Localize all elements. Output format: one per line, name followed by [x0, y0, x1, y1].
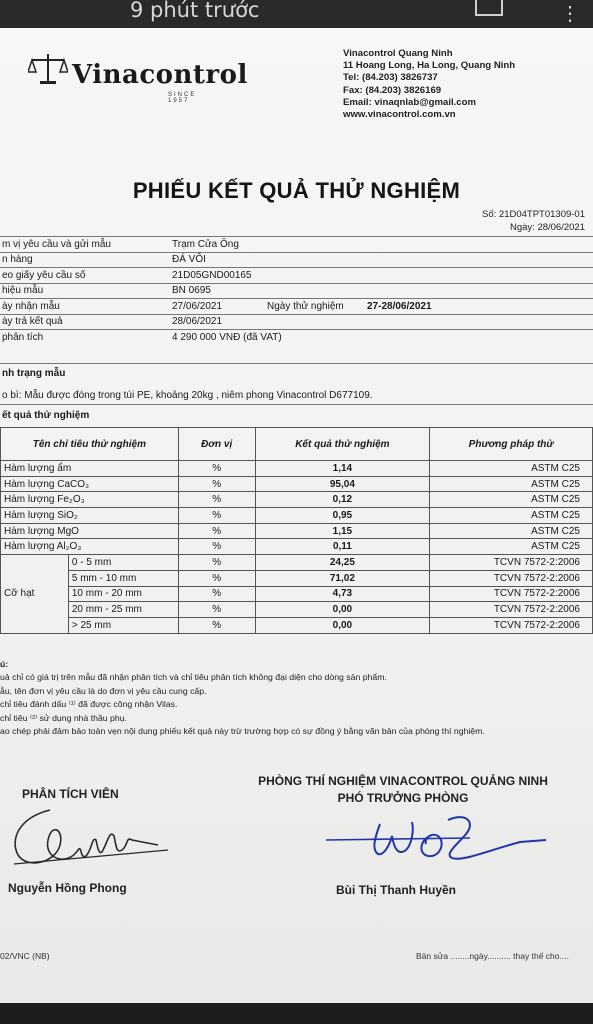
row-method: ASTM C25 — [430, 461, 593, 477]
doc-number-text: Số: 21D04TPT01309-01 — [482, 209, 585, 220]
row-name: Hàm lượng Fe₂O₃ — [1, 492, 179, 508]
table-row — [1, 539, 593, 555]
row-name: Hàm lượng MgO — [1, 523, 179, 539]
logo-since: SINCE 1957 — [168, 92, 197, 104]
info-value: 21D05GND00165 — [172, 268, 593, 284]
row-method: TCVN 7572-2:2006 — [430, 617, 593, 633]
row-unit: % — [178, 461, 255, 477]
row-unit: % — [178, 508, 255, 524]
note-line: ẫu, tên đơn vị yêu cầu là do đơn vị yêu cầu cung cấp. — [0, 685, 207, 696]
info-value: Trạm Cửa Ông — [172, 237, 593, 253]
sample-state-text: o bì: Mẫu được đóng trong túi PE, khoảng 20kg , niêm phong Vinacontrol D677109. — [2, 390, 373, 401]
row-unit: % — [178, 476, 255, 492]
row-unit: % — [178, 570, 255, 586]
row-result: 4,73 — [255, 586, 430, 602]
row-name: Hàm lượng Al₂O₃ — [1, 539, 179, 555]
row-method: TCVN 7572-2:2006 — [430, 586, 593, 602]
divider — [0, 404, 593, 405]
sample-info-table — [0, 236, 593, 345]
row-result: 0,00 — [255, 617, 430, 633]
note-line: chỉ tiêu đánh dấu ⁽¹⁾ đã được công nhận Vilas. — [0, 699, 178, 710]
download-icon[interactable] — [475, 0, 503, 16]
note-line: chỉ tiêu ⁽²⁾ sử dụng nhà thầu phụ. — [0, 712, 127, 723]
bottom-bar — [0, 1003, 593, 1024]
row-result: 0,11 — [255, 539, 430, 555]
row-method: ASTM C25 — [430, 492, 593, 508]
info-row — [0, 237, 593, 253]
row-method: ASTM C25 — [430, 476, 593, 492]
info-extra-value: 27-28/06/2021 — [367, 299, 593, 315]
lab-title — [243, 773, 563, 807]
form-code: 02/VNC (NB) — [0, 951, 50, 961]
row-result: 95,04 — [255, 476, 430, 492]
row-method: ASTM C25 — [430, 539, 593, 555]
deputy-head-signature — [320, 810, 550, 870]
row-name: Hàm lượng ẩm — [1, 461, 179, 477]
col-header-method: Phương pháp thử — [430, 428, 593, 461]
row-name: Hàm lượng CaCO₃ — [1, 476, 179, 492]
table-row — [1, 461, 593, 477]
info-label: eo giấy yêu cầu số — [0, 268, 172, 284]
results-table — [0, 427, 593, 634]
deputy-head-title: PHÓ TRƯỞNG PHÒNG — [337, 791, 469, 805]
notes-heading: ú: — [0, 659, 9, 669]
info-label: m vị yêu cầu và gửi mẫu — [0, 237, 172, 253]
info-label: ày nhận mẫu — [0, 299, 172, 315]
deputy-head-name: Bùi Thị Thanh Huyền — [336, 883, 456, 897]
table-row — [1, 586, 593, 602]
status-bar — [0, 0, 593, 30]
revision-note: Bản sửa ........ngày.......... thay thế cho.... — [416, 951, 569, 961]
logo-wordmark: Vinacontrol — [72, 60, 248, 90]
scales-icon — [28, 52, 68, 86]
table-row — [1, 508, 593, 524]
row-method: TCVN 7572-2:2006 — [430, 602, 593, 618]
info-row — [0, 268, 593, 284]
table-row — [1, 492, 593, 508]
address-line: Email: vinaqnlab@gmail.com — [343, 96, 477, 108]
info-value: ĐÁ VÔI — [172, 252, 593, 268]
analyst-title: PHÂN TÍCH VIÊN — [22, 787, 119, 801]
address-line: Fax: (84.203) 3826169 — [343, 84, 442, 96]
grain-range: > 25 mm — [68, 617, 178, 633]
info-value: BN 0695 — [172, 283, 593, 299]
row-result: 0,00 — [255, 602, 430, 618]
grain-size-label: Cỡ hạt — [1, 555, 69, 633]
info-label: phân tích — [0, 330, 172, 345]
note-line: ao chép phải đảm bảo toàn vẹn nội dung phiếu kết quả này trừ trường hợp có sự đồng ý bằng văn bản của phòng thí nghiệm. — [0, 726, 485, 737]
row-method: ASTM C25 — [430, 523, 593, 539]
info-row — [0, 252, 593, 268]
grain-range: 0 - 5 mm — [68, 555, 178, 571]
row-method: TCVN 7572-2:2006 — [430, 570, 593, 586]
info-label: ày trả kết quả — [0, 314, 172, 330]
info-label: n hàng — [0, 252, 172, 268]
address-line: www.vinacontrol.com.vn — [343, 109, 456, 121]
col-header-result: Kết quả thử nghiệm — [255, 428, 430, 461]
info-value: 4 290 000 VNĐ (đã VAT) — [172, 330, 593, 345]
info-value: 27/06/2021 — [172, 299, 267, 315]
grain-range: 20 mm - 25 mm — [68, 602, 178, 618]
info-row — [0, 299, 593, 315]
row-result: 71,02 — [255, 570, 430, 586]
notes-section — [0, 658, 485, 738]
row-unit: % — [178, 602, 255, 618]
notification-time: 9 phút trước — [130, 0, 260, 22]
col-header-unit: Đơn vị — [178, 428, 255, 461]
address-line: Vinacontrol Quang Ninh — [343, 48, 453, 59]
document-title: PHIẾU KẾT QUẢ THỬ NGHIỆM — [132, 178, 461, 203]
row-result: 1,14 — [255, 461, 430, 477]
row-unit: % — [178, 523, 255, 539]
table-row — [1, 602, 593, 618]
company-address — [343, 48, 515, 121]
analyst-name: Nguyễn Hồng Phong — [8, 881, 127, 895]
row-result: 1,15 — [255, 523, 430, 539]
row-method: ASTM C25 — [430, 508, 593, 524]
table-row — [1, 617, 593, 633]
table-row — [1, 523, 593, 539]
doc-date-text: Ngày: 28/06/2021 — [509, 222, 585, 233]
document-number — [470, 208, 585, 234]
results-header-row — [1, 428, 593, 461]
info-row — [0, 283, 593, 299]
lab-name: PHÒNG THÍ NGHIỆM VINACONTROL QUẢNG NINH — [258, 774, 548, 788]
grain-range: 10 mm - 20 mm — [68, 586, 178, 602]
row-unit: % — [178, 586, 255, 602]
vinacontrol-logo — [28, 52, 248, 104]
info-row — [0, 314, 593, 330]
col-header-name: Tên chỉ tiêu thử nghiệm — [1, 428, 179, 461]
sample-state-heading: nh trạng mẫu — [2, 368, 66, 379]
info-label: hiệu mẫu — [0, 283, 172, 299]
note-line: uả chỉ có giá trị trên mẫu đã nhận phân tích và chỉ tiêu phân tích không đại diện cho dòng sản phẩm. — [0, 672, 387, 683]
row-result: 0,95 — [255, 508, 430, 524]
results-heading: ết quả thử nghiệm — [2, 410, 90, 421]
grain-range: 5 mm - 10 mm — [68, 570, 178, 586]
info-row — [0, 330, 593, 345]
row-unit: % — [178, 617, 255, 633]
analyst-signature — [8, 800, 178, 880]
table-row — [1, 476, 593, 492]
table-row — [1, 570, 593, 586]
address-line: Tel: (84.203) 3826737 — [343, 72, 438, 84]
divider — [0, 363, 593, 364]
info-value: 28/06/2021 — [172, 314, 593, 330]
row-unit: % — [178, 492, 255, 508]
row-unit: % — [178, 555, 255, 571]
address-line: 11 Hoang Long, Ha Long, Quang Ninh — [343, 60, 516, 72]
row-name: Hàm lượng SiO₂ — [1, 508, 179, 524]
more-options-icon[interactable]: ⋮ — [560, 3, 580, 25]
table-row — [1, 555, 593, 571]
info-extra-label: Ngày thử nghiệm — [267, 299, 367, 315]
row-result: 0,12 — [255, 492, 430, 508]
row-result: 24,25 — [255, 555, 430, 571]
row-unit: % — [178, 539, 255, 555]
row-method: TCVN 7572-2:2006 — [430, 555, 593, 571]
